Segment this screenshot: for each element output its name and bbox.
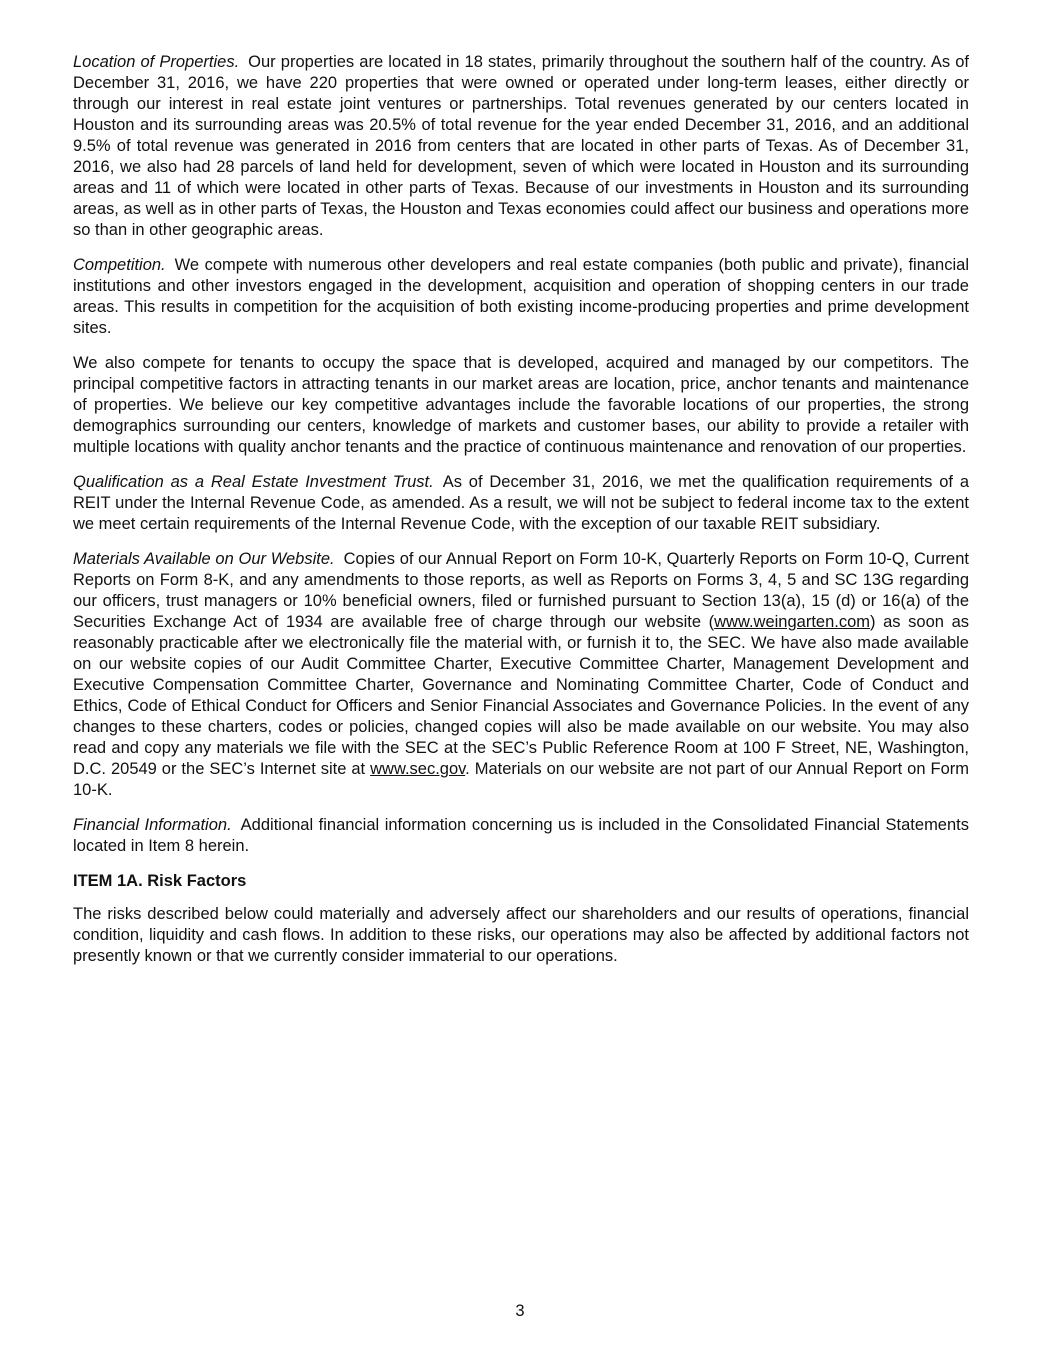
reit-heading: Qualification as a Real Estate Investment Trust. bbox=[73, 473, 434, 491]
risk-factors-paragraph bbox=[73, 904, 969, 967]
risk-factors-heading: ITEM 1A. Risk Factors bbox=[73, 872, 247, 890]
materials-text-2: ) as soon as reasonably practicable after we electronically file the material with, or furnish it to, the SEC. We have also made available on our website copies of our Audit Committee Charter, Executive Committee Charter, Management Development and Executive Compensation Committee Charter, Governance and Nominating Committee Charter, Code of Conduct and Ethics, Code of Ethical Conduct for Officers and Senior Financial Associates and Governance Policies. In the event of any changes to these charters, codes or policies, changed copies will also be made available on our website. You may also read and copy any materials we file with the SEC at the SEC’s Public Reference Room at 100 F Street, NE, Washington, D.C. 20549 or the SEC’s Internet site at bbox=[73, 613, 969, 778]
location-text: Our properties are located in 18 states, primarily throughout the southern half of the country. As of December 31, 2016, we have 220 properties that were owned or operated under long-term leases, either directly or through our interest in real estate joint ventures or partnerships. Total revenues generated by our centers located in Houston and its surrounding areas was 20.5% of total revenue for the year ended December 31, 2016, and an additional 9.5% of total revenue was generated in 2016 from centers that are located in other parts of Texas. As of December 31, 2016, we also had 28 parcels of land held for development, seven of which were located in Houston and its surrounding areas and 11 of which were located in other parts of Texas. Because of our investments in Houston and its surrounding areas, as well as in other parts of Texas, the Houston and Texas economies could affect our business and operations more so than in other geographic areas. bbox=[73, 53, 969, 239]
page-number: 3 bbox=[515, 1302, 525, 1320]
competition-followup-paragraph bbox=[73, 353, 969, 458]
competition-paragraph bbox=[73, 255, 969, 339]
materials-text-3: . Materials on our website are not part of our Annual Report on Form 10-K. bbox=[73, 760, 969, 799]
risk-factors-text: The risks described below could materially and adversely affect our shareholders and our results of operations, financial condition, liquidity and cash flows. In addition to these risks, our operations may also be affected by additional factors not presently known or that we currently consider immaterial to our operations. bbox=[73, 905, 969, 965]
location-heading: Location of Properties. bbox=[73, 53, 240, 71]
reit-text: As of December 31, 2016, we met the qualification requirements of a REIT under the Internal Revenue Code, as amended. As a result, we will not be subject to federal income tax to the extent we meet certain requirements of the Internal Revenue Code, with the exception of our taxable REIT subsidiary. bbox=[73, 473, 970, 533]
financial-heading: Financial Information. bbox=[73, 816, 232, 834]
location-paragraph bbox=[73, 52, 969, 241]
materials-paragraph bbox=[73, 549, 969, 801]
competition-followup-text: We also compete for tenants to occupy the space that is developed, acquired and managed by our competitors. The principal competitive factors in attracting tenants in our market areas are location, price, anchor tenants and maintenance of properties. We believe our key competitive advantages include the favorable locations of our properties, the strong demographics surrounding our centers, knowledge of markets and customer bases, our ability to provide a retailer with multiple locations with quality anchor tenants and the practice of continuous maintenance and renovation of our properties. bbox=[73, 354, 969, 456]
competition-text: We compete with numerous other developers and real estate companies (both public and private), financial institutions and other investors engaged in the development, acquisition and operation of shopping centers in our trade areas. This results in competition for the acquisition of both existing income-producing properties and prime development sites. bbox=[73, 256, 969, 337]
document-body bbox=[73, 52, 969, 981]
materials-heading: Materials Available on Our Website. bbox=[73, 550, 335, 568]
financial-text: Additional financial information concerning us is included in the Consolidated Financial Statements located in Item 8 herein. bbox=[73, 816, 969, 855]
financial-paragraph bbox=[73, 815, 969, 857]
weingarten-link[interactable]: www.weingarten.com bbox=[714, 613, 871, 631]
reit-paragraph bbox=[73, 472, 969, 535]
competition-heading: Competition. bbox=[73, 256, 166, 274]
materials-text-1: Copies of our Annual Report on Form 10-K, Quarterly Reports on Form 10-Q, Current Reports on Form 8-K, and any amendments to those reports, as well as Reports on Forms 3, 4, 5 and SC 13G regarding our officers, trust managers or 10% beneficial owners, filed or furnished pursuant to Section 13(a), 15 (d) or 16(a) of the Securities Exchange Act of 1934 are available free of charge through our website ( bbox=[73, 550, 969, 631]
sec-link[interactable]: www.sec.gov bbox=[370, 760, 466, 778]
